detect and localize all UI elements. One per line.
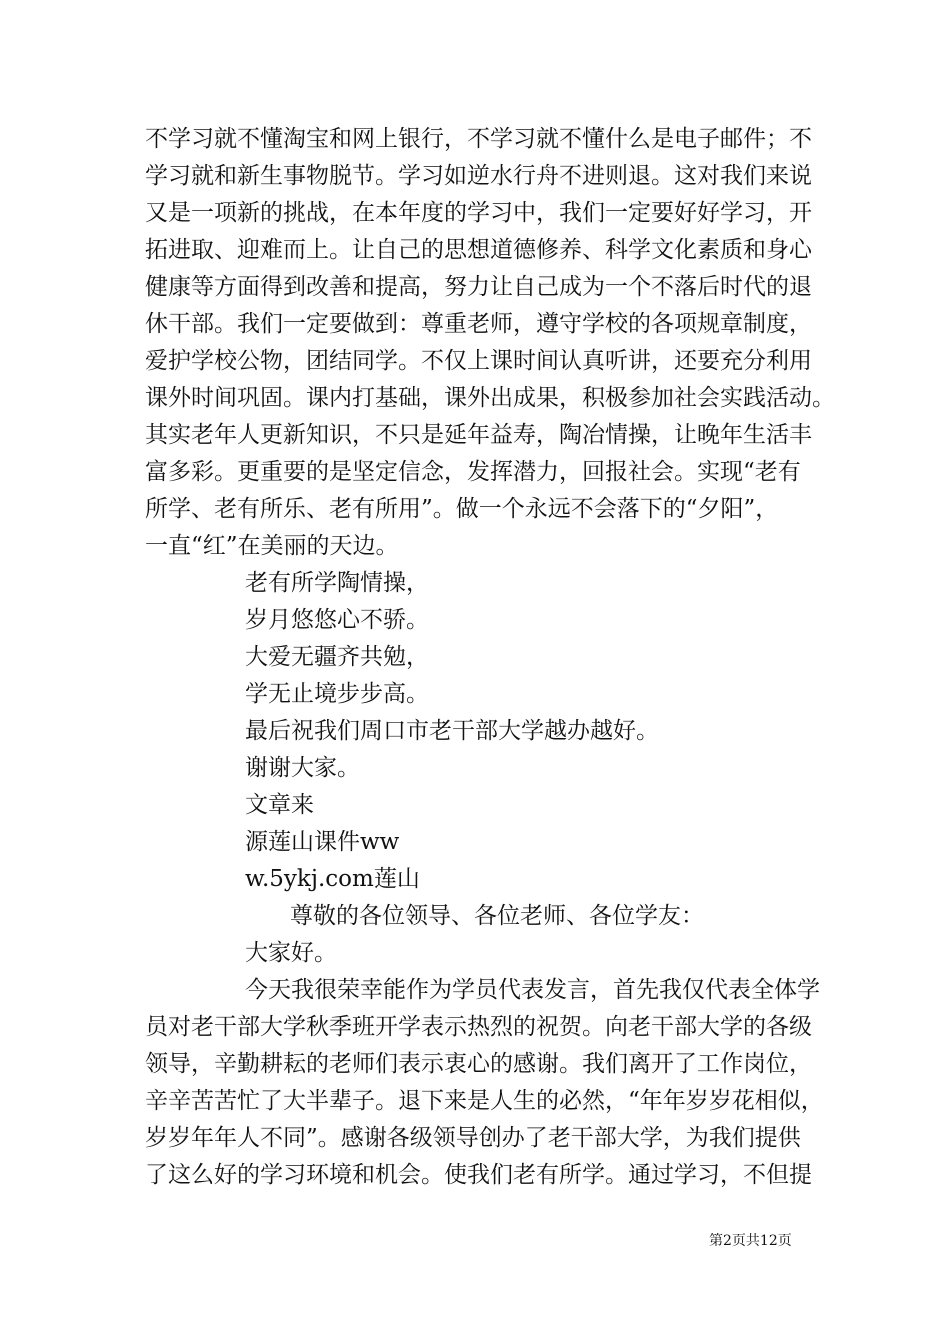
poem-line: 学无止境步步高。	[245, 681, 429, 707]
body-text-line: 富多彩。更重要的是坚定信念，发挥潜力，回报社会。实现“老有	[145, 459, 801, 485]
poem-line: 大爱无疆齐共勉，	[245, 644, 429, 670]
salutation-line: 尊敬的各位领导、各位老师、各位学友：	[290, 903, 704, 929]
body-text-line: 领导，辛勤耕耘的老师们表示衷心的感谢。我们离开了工作岗位，	[145, 1051, 812, 1077]
body-text-line: 休干部。我们一定要做到：尊重老师，遵守学校的各项规章制度，	[145, 311, 812, 337]
body-text-line: 了这么好的学习环境和机会。使我们老有所学。通过学习，不但提	[145, 1162, 812, 1188]
body-text-line: 其实老年人更新知识，不只是延年益寿，陶冶情操，让晚年生活丰	[145, 422, 812, 448]
body-text-line: 课外时间巩固。课内打基础，课外出成果，积极参加社会实践活动。	[145, 385, 835, 411]
body-text-line: 拓进取、迎难而上。让自己的思想道德修养、科学文化素质和身心	[145, 237, 812, 263]
body-text-line: 爱护学校公物，团结同学。不仅上课时间认真听讲，还要充分利用	[145, 348, 812, 374]
body-text-line: 健康等方面得到改善和提高，努力让自己成为一个不落后时代的退	[145, 274, 812, 300]
body-text-line: 又是一项新的挑战，在本年度的学习中，我们一定要好好学习，开	[145, 200, 812, 226]
body-text-line: 今天我很荣幸能作为学员代表发言，首先我仅代表全体学	[245, 977, 820, 1003]
poem-line: 老有所学陶情操，	[245, 570, 429, 596]
body-text-line: 岁岁年年人不同”。感谢各级领导创办了老干部大学，为我们提供	[145, 1125, 801, 1151]
closing-line: 最后祝我们周口市老干部大学越办越好。	[245, 718, 659, 744]
body-text-line: 不学习就不懂淘宝和网上银行，不学习就不懂什么是电子邮件；不	[145, 126, 812, 152]
source-line: 源莲山课件ww	[245, 829, 400, 855]
poem-line: 岁月悠悠心不骄。	[245, 607, 429, 633]
body-text-line: 学习就和新生事物脱节。学习如逆水行舟不进则退。这对我们来说	[145, 163, 812, 189]
closing-line: 谢谢大家。	[245, 755, 360, 781]
body-text-line: 辛辛苦苦忙了大半辈子。退下来是人生的必然，“年年岁岁花相似，	[145, 1088, 824, 1114]
source-line: 文章来	[245, 792, 314, 818]
source-line: w.5ykj.com莲山	[245, 866, 420, 892]
body-text-line: 所学、老有所乐、老有所用”。做一个永远不会落下的“夕阳”，	[145, 496, 779, 522]
body-text-line: 员对老干部大学秋季班开学表示热烈的祝贺。向老干部大学的各级	[145, 1014, 812, 1040]
greeting-line: 大家好。	[245, 940, 337, 966]
page-number-footer: 第2页共12页	[709, 1233, 792, 1249]
body-text-line: 一直“红”在美丽的天边。	[145, 533, 399, 559]
